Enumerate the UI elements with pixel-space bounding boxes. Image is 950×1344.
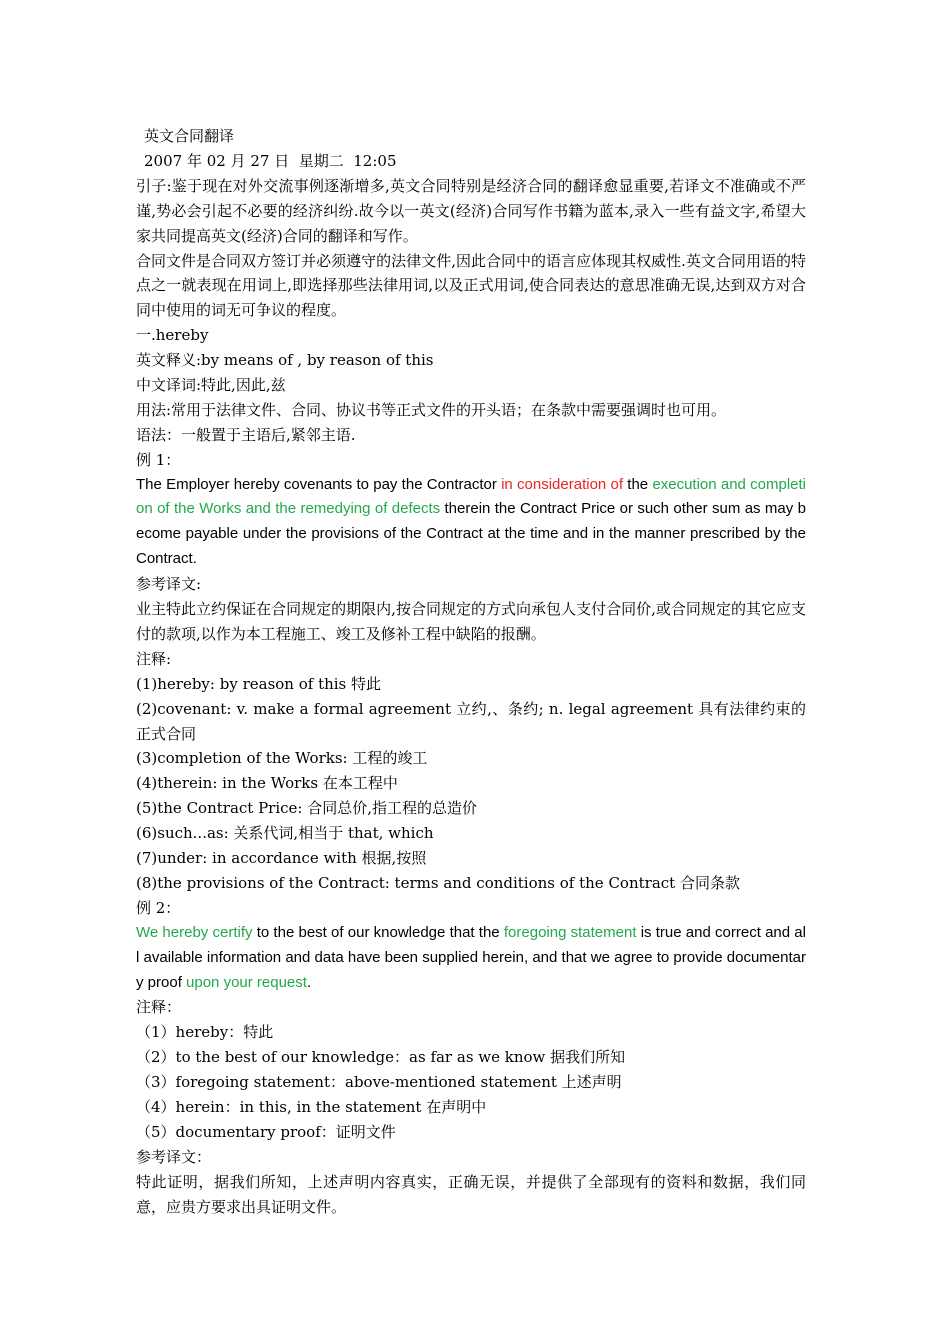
note-item: (1)hereby: by reason of this 特此: [136, 674, 382, 693]
note-item: (6)such...as: 关系代词,相当于 that, which: [136, 824, 434, 843]
grammar-note: 语法：一般置于主语后,紧邻主语.: [136, 425, 356, 444]
example-2-part: to the best of our knowledge that the: [252, 923, 504, 941]
document-body: [136, 124, 806, 1219]
note-item: （2）to the best of our knowledge：as far as we know 据我们所知: [136, 1048, 626, 1067]
notes-2-label: 注释：: [136, 998, 182, 1017]
english-meaning: 英文释义:by means of , by reason of this: [136, 351, 434, 370]
example-2-part: is true and correct and all available information and data have been supplied herein, and that we agree to provide documentary proof: [136, 923, 806, 991]
reference-translation-1: 业主特此立约保证在合同规定的期限内,按合同规定的方式向承包人支付合同价,或合同规定的其它应支付的款项,以作为本工程施工、竣工及修补工程中缺陷的报酬。: [136, 600, 806, 643]
example-2-label: 例 2：: [136, 898, 181, 917]
note-item: (3)completion of the Works: 工程的竣工: [136, 749, 428, 768]
note-item: （5）documentary proof：证明文件: [136, 1122, 396, 1141]
example-2-highlight-green: We hereby certify: [136, 923, 253, 941]
notes-1-label: 注释:: [136, 649, 172, 668]
intro-paragraph-2: 合同文件是合同双方签订并必须遵守的法律文件,因此合同中的语言应体现其权威性.英文合同用语的特点之一就表现在用词上,即选择那些法律用词,以及正式用词,使合同表达的意思准确无误,达到双方对合同中使用的词无可争议的程度。: [136, 251, 806, 320]
reference-translation-1-label: 参考译文:: [136, 575, 202, 594]
note-item: （1）hereby：特此: [136, 1023, 274, 1042]
example-2-part: .: [306, 973, 312, 991]
note-item: （4）herein：in this, in the statement 在声明中: [136, 1098, 487, 1116]
example-1-text: [136, 473, 806, 573]
example-2-highlight-green: upon your request: [186, 973, 307, 991]
doc-date: 2007 年 02 月 27 日 星期二 12:05: [144, 151, 397, 170]
note-item: (7)under: in accordance with 根据,按照: [136, 849, 427, 868]
example-2-highlight-green: foregoing statement: [503, 923, 637, 941]
usage-note: 用法:常用于法律文件、合同、协议书等正式文件的开头语；在条款中需要强调时也可用。: [136, 400, 727, 419]
example-1-part: therein the Contract Price or such other sum as may become payable under the provisions of the Contract at the time and in the manner prescribed by the Contract.: [136, 500, 806, 568]
reference-translation-2: 特此证明，据我们所知，上述声明内容真实，正确无误，并提供了全部现有的资料和数据，我们同意，应贵方要求出具证明文件。: [136, 1172, 806, 1216]
reference-translation-2-label: 参考译文：: [136, 1147, 212, 1166]
example-1-part: The Employer hereby covenants to pay the Contractor: [136, 475, 502, 493]
doc-title: 英文合同翻译: [144, 127, 235, 145]
note-item: （3）foregoing statement：above-mentioned statement 上述声明: [136, 1073, 622, 1092]
note-item: (4)therein: in the Works 在本工程中: [136, 774, 398, 793]
note-item: (8)the provisions of the Contract: terms and conditions of the Contract 合同条款: [136, 873, 740, 892]
example-1-part: the: [623, 475, 653, 493]
section-heading-hereby: 一.hereby: [136, 326, 209, 345]
example-2-text: [136, 921, 806, 996]
intro-paragraph-1: 引子:鉴于现在对外交流事例逐渐增多,英文合同特别是经济合同的翻译愈显重要,若译文不准确或不严谨,势必会引起不必要的经济纠纷.故今以一英文(经济)合同写作书籍为蓝本,录入一些有益文字,希望大家共同提高英文(经济)合同的翻译和写作。: [136, 176, 806, 245]
example-1-highlight-green: execution and completion of the Works and the remedying of defects: [136, 475, 806, 518]
chinese-meaning: 中文译词:特此,因此,兹: [136, 376, 286, 394]
example-1-label: 例 1：: [136, 450, 181, 469]
note-item: (5)the Contract Price: 合同总价,指工程的总造价: [136, 799, 478, 818]
example-1-highlight-red: in consideration of: [501, 475, 624, 493]
note-item: (2)covenant: v. make a formal agreement 立约,、条约; n. legal agreement 具有法律约束的正式合同: [136, 699, 806, 743]
